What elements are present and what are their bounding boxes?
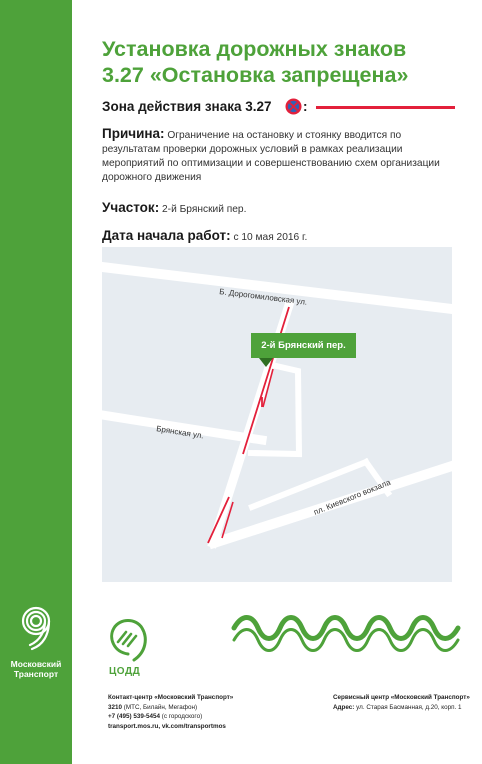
contact-center-block (108, 693, 318, 731)
street-label-bryanskaya: Брянская ул. (155, 424, 205, 441)
sign-zone-label: Зона действия знака 3.27 (102, 99, 272, 114)
reason-text: Ограничение на остановку и стоянку вводится по результатам проверки дорожных условий в рамках реализации мероприятий по оптимизации и совершенствованию схем организации дорожного движения (102, 130, 440, 183)
codd-logo-icon (104, 614, 154, 674)
start-date-label: Дата начала работ: (102, 228, 231, 243)
street-label-dorogomilovskaya: Б. Дорогомиловская ул. (218, 287, 308, 307)
section-paragraph (102, 201, 462, 217)
page-title-line2: 3.27 «Остановка запрещена» (102, 63, 409, 87)
contact-links[interactable]: transport.mos.ru, vk.com/transportmos (108, 722, 226, 730)
street-map (102, 247, 452, 582)
codd-label: ЦОДД (109, 666, 141, 677)
map-callout-lane: 2-й Брянский пер. (251, 333, 356, 358)
contact-short-number-line (108, 703, 318, 713)
page-title (102, 36, 462, 88)
page-title-line1: Установка дорожных знаков (102, 37, 407, 61)
section-label: Участок: (102, 200, 160, 215)
map-drawing (102, 247, 452, 582)
map-callout-pointer (259, 358, 273, 367)
moscow-transport-nine-icon (16, 605, 56, 651)
sign-zone-row (102, 98, 462, 118)
moscow-transport-logo (0, 605, 72, 679)
brand-wave-ornament (230, 614, 462, 654)
brand-name-line2: Транспорт (13, 669, 59, 679)
contact-phone-note: (с городского) (160, 713, 203, 720)
contact-center-heading: Контакт-центр «Московский Транспорт» (108, 694, 234, 701)
service-center-block (333, 693, 473, 712)
restriction-zone-legend-line (316, 106, 455, 109)
brand-name-line1: Московский (10, 659, 62, 669)
reason-paragraph (102, 127, 462, 185)
sign-zone-colon: : (303, 99, 308, 114)
contact-phone: +7 (495) 539-5454 (108, 713, 160, 720)
reason-label: Причина: (102, 126, 165, 141)
contact-short-number-note: (МТС, Билайн, Мегафон) (122, 703, 198, 711)
start-date-text: с 10 мая 2016 г. (230, 232, 308, 243)
service-address: ул. Старая Басманная, д.20, корп. 1 (354, 703, 462, 711)
start-date-paragraph (102, 229, 462, 245)
street-label-kievsky: пл. Киевского вокзала (312, 477, 392, 517)
no-stopping-sign-icon (285, 98, 302, 115)
contact-short-number: 3210 (108, 703, 123, 711)
service-center-heading: Сервисный центр «Московский Транспорт» (333, 694, 470, 701)
service-address-label: Адрес: (333, 703, 355, 711)
section-text: 2-й Брянский пер. (159, 204, 247, 215)
contact-phone-line (108, 712, 318, 722)
brand-name (0, 659, 72, 679)
brand-sidebar (0, 0, 72, 764)
service-address-line (333, 703, 473, 713)
